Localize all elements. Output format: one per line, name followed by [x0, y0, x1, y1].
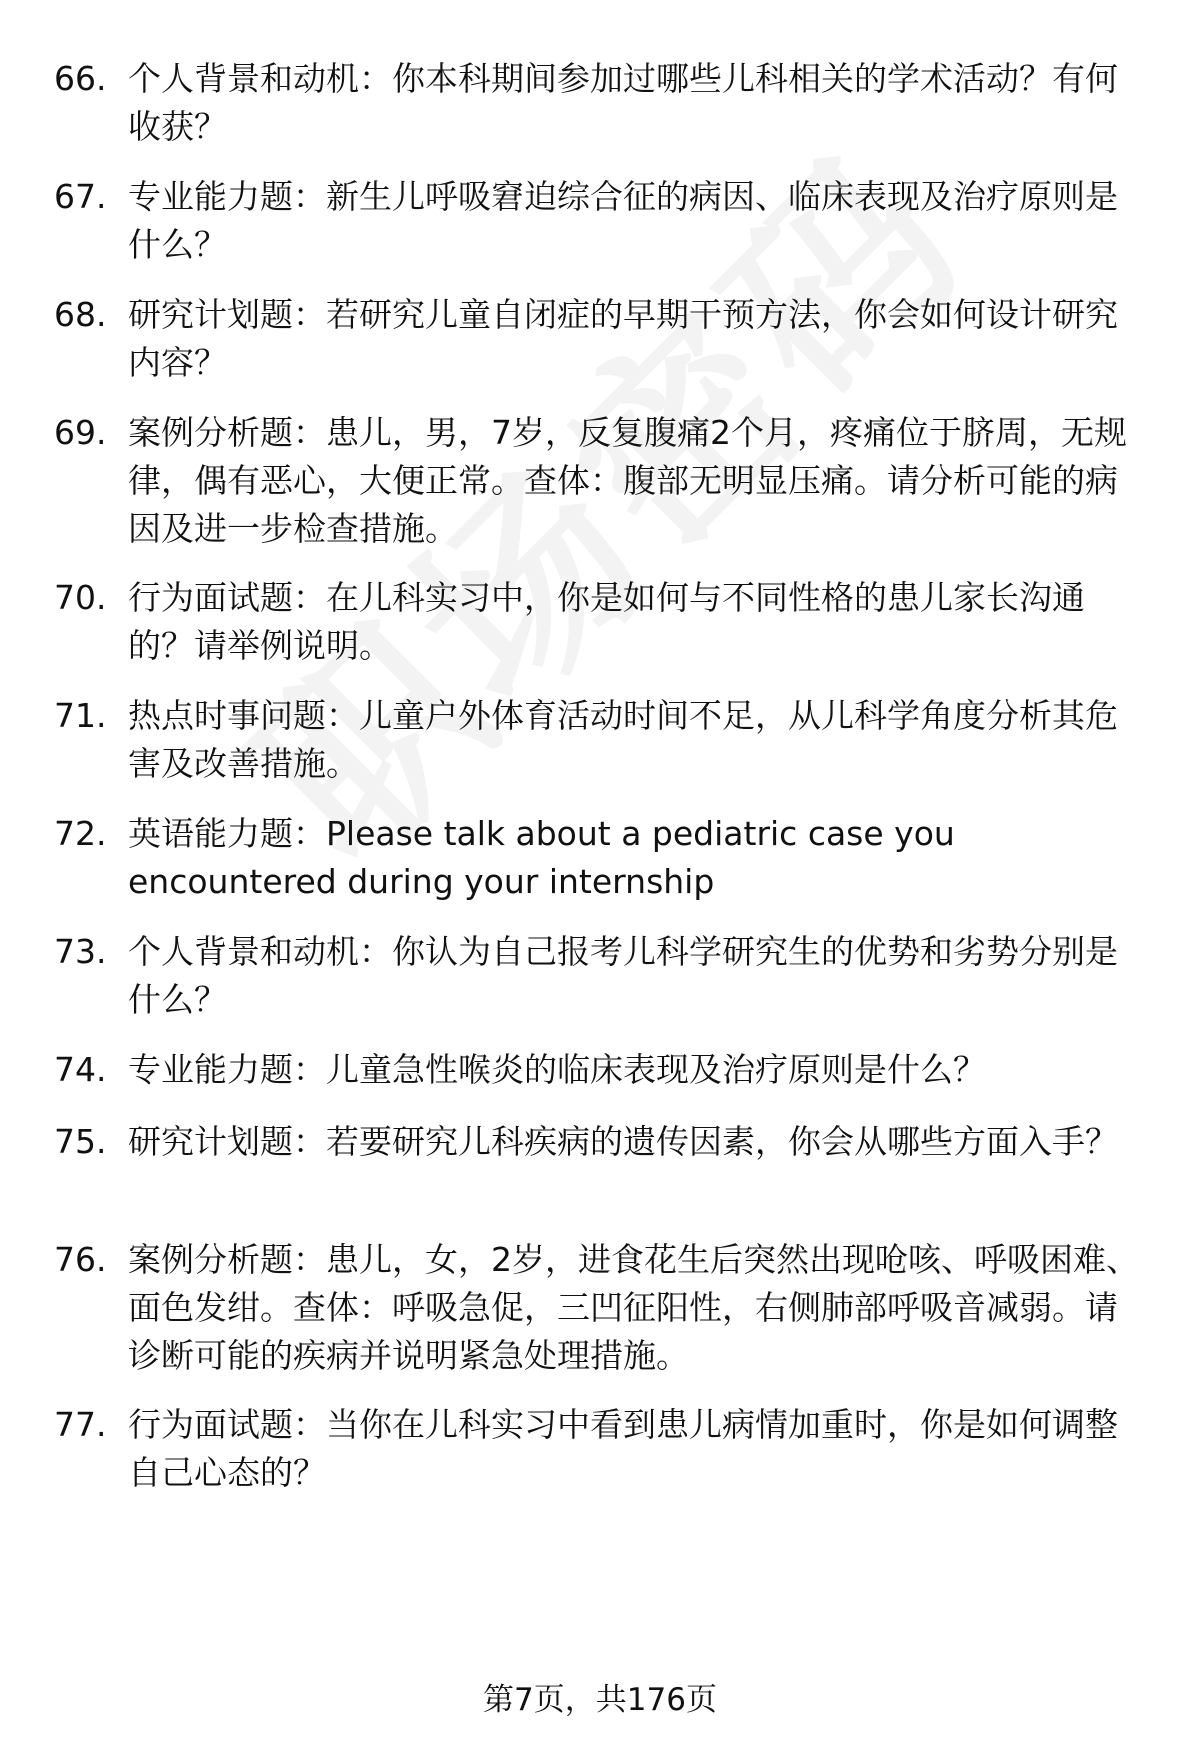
- question-number: 73.: [54, 932, 107, 971]
- question-text: 案例分析题：患儿，男，7岁，反复腹痛2个月，疼痛位于脐周，无规律，偶有恶心，大便正常。查体：腹部无明显压痛。请分析可能的病因及进一步检查措施。: [128, 413, 1127, 548]
- question-text: 个人背景和动机：你认为自己报考儿科学研究生的优势和劣势分别是什么？: [128, 932, 1118, 1019]
- question-number: 77.: [54, 1405, 107, 1444]
- question-number: 76.: [54, 1240, 107, 1279]
- question-number: 71.: [54, 696, 107, 735]
- question-number: 69.: [54, 413, 107, 452]
- question-text: 热点时事问题：儿童户外体育活动时间不足，从儿科学角度分析其危害及改善措施。: [128, 696, 1118, 783]
- question-text: 行为面试题：当你在儿科实习中看到患儿病情加重时，你是如何调整自己心态的？: [128, 1405, 1118, 1492]
- question-text: 研究计划题：若要研究儿科疾病的遗传因素，你会从哪些方面入手？: [128, 1122, 1118, 1161]
- question-text: 专业能力题：儿童急性喉炎的临床表现及治疗原则是什么？: [128, 1050, 986, 1089]
- question-text: 英语能力题：Please talk about a pediatric case you encountered during your internship: [128, 814, 955, 901]
- question-number: 75.: [54, 1122, 107, 1161]
- question-number: 66.: [54, 59, 107, 98]
- question-number: 70.: [54, 578, 107, 617]
- question-text: 研究计划题：若研究儿童自闭症的早期干预方法，你会如何设计研究内容？: [128, 295, 1118, 382]
- question-number: 68.: [54, 295, 107, 334]
- question-number: 72.: [54, 814, 107, 853]
- page-footer: 第7页，共176页: [483, 1682, 717, 1718]
- question-text: 案例分析题：患儿，女，2岁，进食花生后突然出现呛咳、呼吸困难、面色发绀。查体：呼吸急促，三凹征阳性，右侧肺部呼吸音减弱。请诊断可能的疾病并说明紧急处理措施。: [128, 1240, 1139, 1375]
- question-text: 行为面试题：在儿科实习中，你是如何与不同性格的患儿家长沟通的？请举例说明。: [128, 578, 1085, 665]
- question-text: 专业能力题：新生儿呼吸窘迫综合征的病因、临床表现及治疗原则是什么？: [128, 177, 1118, 264]
- question-number: 67.: [54, 177, 107, 216]
- question-text: 个人背景和动机：你本科期间参加过哪些儿科相关的学术活动？有何收获？: [128, 59, 1118, 146]
- question-number: 74.: [54, 1050, 107, 1089]
